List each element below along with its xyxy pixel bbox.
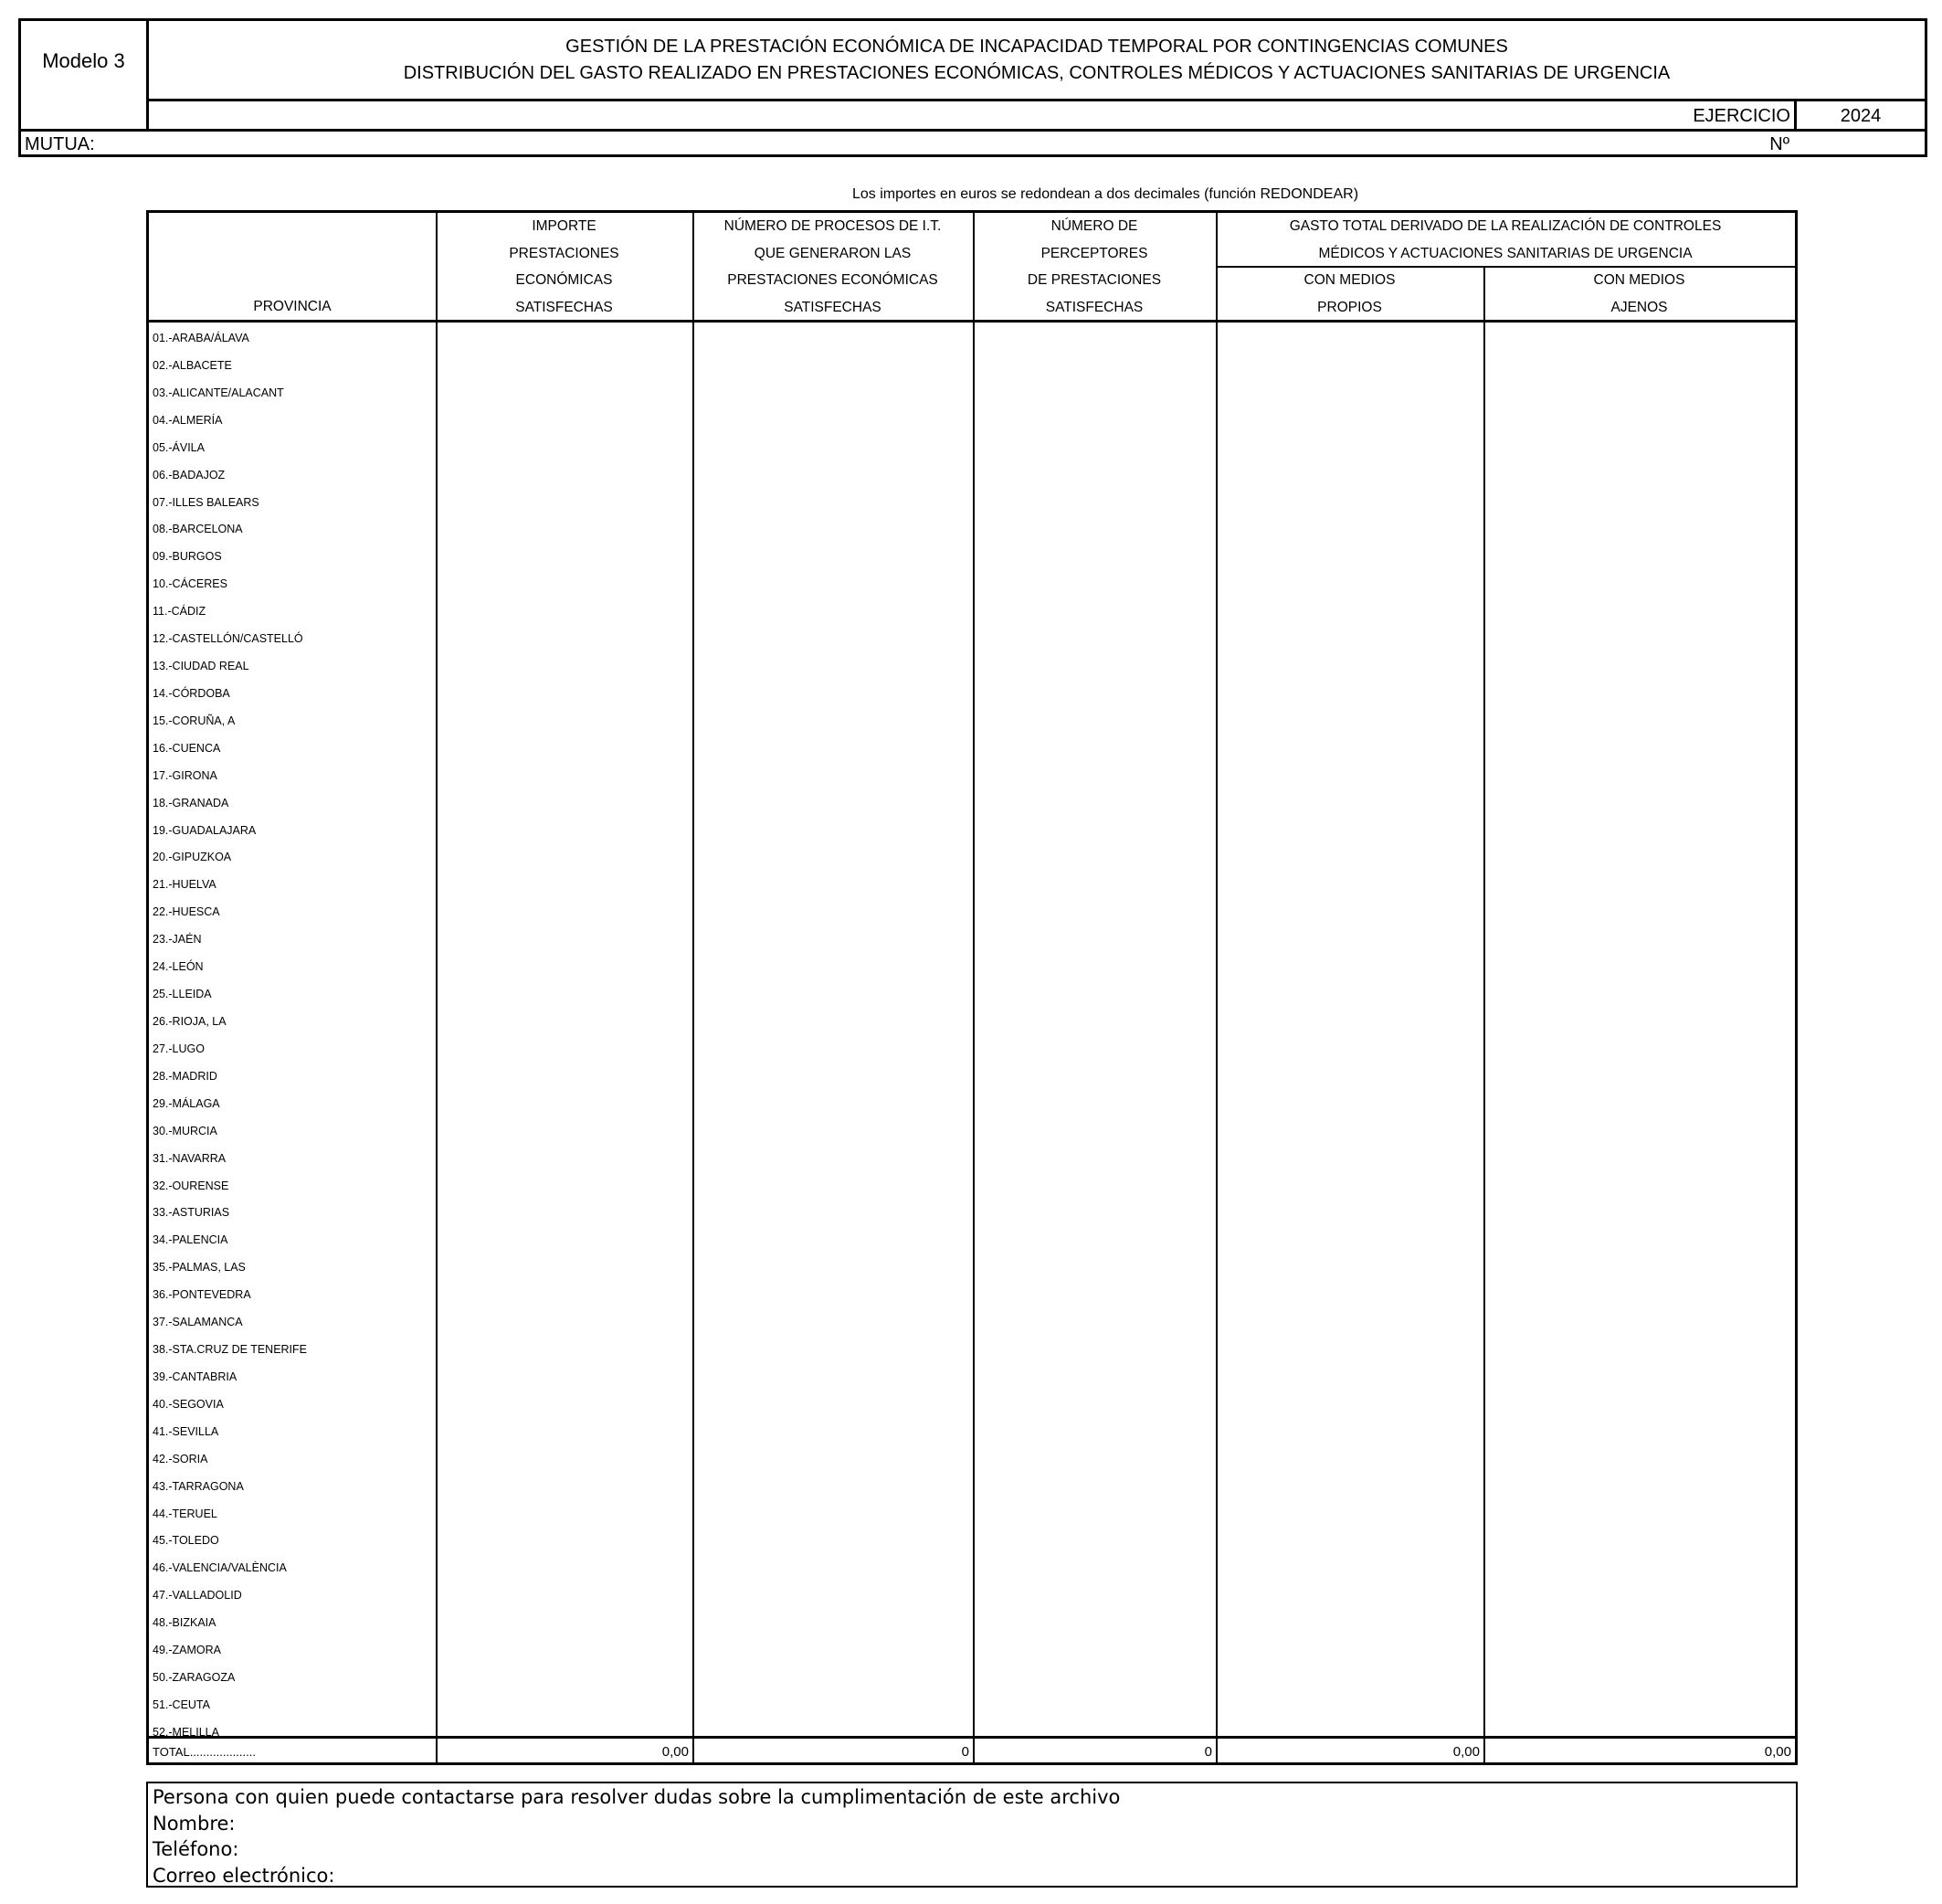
header-gasto <box>1216 213 1795 267</box>
header-importe-line: IMPORTE <box>532 218 596 234</box>
province-row: 47.-VALLADOLID <box>153 1589 242 1603</box>
mutua-row <box>21 129 1925 154</box>
header-propios-line: PROPIOS <box>1317 299 1382 315</box>
modelo-label: Modelo 3 <box>21 21 149 101</box>
province-row: 03.-ALICANTE/ALACANT <box>153 386 284 399</box>
col-sep-4 <box>1216 213 1218 1762</box>
form-header <box>18 18 1927 157</box>
header-gasto-line: GASTO TOTAL DERIVADO DE LA REALIZACIÓN DE CONTROLES <box>1289 218 1722 234</box>
province-row: 04.-ALMERÍA <box>153 413 223 427</box>
header-perceptores-line: SATISFECHAS <box>1045 299 1144 315</box>
province-row: 37.-SALAMANCA <box>153 1316 243 1329</box>
contact-box <box>146 1782 1798 1888</box>
form-title <box>149 21 1925 101</box>
province-row: 07.-ILLES BALEARS <box>153 495 259 509</box>
header-procesos-line: SATISFECHAS <box>784 299 881 315</box>
province-row: 18.-GRANADA <box>153 796 229 809</box>
province-row: 28.-MADRID <box>153 1069 217 1083</box>
province-row: 12.-CASTELLÓN/CASTELLÓ <box>153 632 303 646</box>
header-importe-line: PRESTACIONES <box>509 245 619 261</box>
province-row: 44.-TERUEL <box>153 1507 217 1520</box>
province-row: 13.-CIUDAD REAL <box>153 660 249 673</box>
province-row: 31.-NAVARRA <box>153 1151 227 1165</box>
province-row: 21.-HUELVA <box>153 878 216 892</box>
col-sep-1 <box>436 213 438 1762</box>
province-row: 17.-GIRONA <box>153 768 217 782</box>
province-row: 19.-GUADALAJARA <box>153 823 257 837</box>
header-perceptores-line: DE PRESTACIONES <box>1027 272 1162 288</box>
col-sep-2 <box>692 213 694 1762</box>
header-procesos <box>692 213 973 321</box>
province-row: 15.-CORUÑA, A <box>153 714 236 727</box>
province-row: 38.-STA.CRUZ DE TENERIFE <box>153 1343 308 1357</box>
ejercicio-value: 2024 <box>1840 106 1882 126</box>
total-propios[interactable]: 0,00 <box>1452 1744 1480 1760</box>
header-perceptores-line: PERCEPTORES <box>1040 245 1148 261</box>
total-procesos[interactable]: 0 <box>961 1744 969 1760</box>
province-row: 45.-TOLEDO <box>153 1534 219 1548</box>
province-row: 16.-CUENCA <box>153 741 221 755</box>
header-procesos-line: NÚMERO DE PROCESOS DE I.T. <box>723 218 942 234</box>
province-row: 35.-PALMAS, LAS <box>153 1261 246 1275</box>
province-row: 30.-MURCIA <box>153 1124 217 1137</box>
province-row: 23.-JAÉN <box>153 933 202 947</box>
province-row: 32.-OURENSE <box>153 1179 229 1192</box>
province-row: 49.-ZAMORA <box>153 1644 222 1657</box>
province-row: 48.-BIZKAIA <box>153 1616 216 1630</box>
header-procesos-line: QUE GENERARON LAS <box>754 245 912 261</box>
province-row: 46.-VALENCIA/VALÈNCIA <box>153 1561 287 1575</box>
province-row: 52.-MELILLA <box>153 1725 219 1739</box>
header-ajenos-line: CON MEDIOS <box>1593 272 1685 288</box>
header-importe-line: SATISFECHAS <box>515 299 613 315</box>
province-row: 25.-LLEIDA <box>153 988 212 1001</box>
title-line-1: GESTIÓN DE LA PRESTACIÓN ECONÓMICA DE INCAPACIDAD TEMPORAL POR CONTINGENCIAS COMUNES <box>565 36 1508 57</box>
province-row: 40.-SEGOVIA <box>153 1397 224 1411</box>
province-row: 34.-PALENCIA <box>153 1233 228 1247</box>
numero-label: Nº <box>1769 134 1789 154</box>
col-sep-3 <box>973 213 975 1762</box>
mutua-label: MUTUA: <box>25 134 95 154</box>
province-row: 01.-ARABA/ÁLAVA <box>153 332 249 344</box>
contact-correo: Correo electrónico: <box>153 1864 335 1887</box>
header-gasto-line: MÉDICOS Y ACTUACIONES SANITARIAS DE URGENCIA <box>1318 245 1693 261</box>
header-importe-line: ECONÓMICAS <box>515 272 613 288</box>
province-row: 10.-CÁCERES <box>153 577 227 591</box>
modelo-stub <box>21 101 149 129</box>
header-propios <box>1216 267 1483 321</box>
total-importe[interactable]: 0,00 <box>661 1744 689 1760</box>
total-perceptores[interactable]: 0 <box>1204 1744 1212 1760</box>
distribution-table <box>146 210 1798 1765</box>
rounding-note: Los importes en euros se redondean a dos decimales (función REDONDEAR) <box>851 186 1359 202</box>
province-row: 08.-BARCELONA <box>153 523 243 536</box>
total-label: TOTAL.................... <box>153 1745 256 1759</box>
province-row: 09.-BURGOS <box>153 550 222 564</box>
header-perceptores-line: NÚMERO DE <box>1050 218 1138 234</box>
header-importe <box>436 213 692 321</box>
contact-telefono: Teléfono: <box>153 1838 239 1860</box>
col-sep-5 <box>1483 266 1485 1762</box>
province-row: 22.-HUESCA <box>153 905 220 919</box>
province-row: 41.-SEVILLA <box>153 1424 219 1438</box>
province-row: 24.-LEÓN <box>153 960 204 974</box>
province-row: 06.-BADAJOZ <box>153 468 226 481</box>
header-provincia: PROVINCIA <box>253 299 332 314</box>
province-row: 11.-CÁDIZ <box>153 605 206 619</box>
province-row: 27.-LUGO <box>153 1042 205 1055</box>
contact-intro: Persona con quien puede contactarse para resolver dudas sobre la cumplimentación de este archivo <box>153 1786 1121 1808</box>
title-line-2: DISTRIBUCIÓN DEL GASTO REALIZADO EN PRESTACIONES ECONÓMICAS, CONTROLES MÉDICOS Y ACTUACIONES SANITARIAS DE URGENCIA <box>403 62 1671 83</box>
header-propios-line: CON MEDIOS <box>1303 272 1396 288</box>
province-row: 39.-CANTABRIA <box>153 1370 237 1383</box>
province-row: 36.-PONTEVEDRA <box>153 1288 251 1302</box>
province-row: 02.-ALBACETE <box>153 358 232 372</box>
province-row: 51.-CEUTA <box>153 1698 210 1711</box>
contact-nombre: Nombre: <box>153 1812 236 1835</box>
province-row: 50.-ZARAGOZA <box>153 1671 236 1685</box>
province-row: 33.-ASTURIAS <box>153 1206 230 1220</box>
ejercicio-row <box>149 101 1925 129</box>
province-row: 20.-GIPUZKOA <box>153 851 232 864</box>
header-perceptores <box>973 213 1216 321</box>
header-ajenos-line: AJENOS <box>1610 299 1668 315</box>
header-ajenos <box>1483 267 1795 321</box>
province-row: 05.-ÁVILA <box>153 440 205 454</box>
total-ajenos[interactable]: 0,00 <box>1764 1744 1791 1760</box>
province-row: 29.-MÁLAGA <box>153 1096 220 1110</box>
province-row: 42.-SORIA <box>153 1452 208 1465</box>
province-row: 26.-RIOJA, LA <box>153 1015 227 1028</box>
province-row: 14.-CÓRDOBA <box>153 686 230 700</box>
province-row: 43.-TARRAGONA <box>153 1479 244 1493</box>
header-procesos-line: PRESTACIONES ECONÓMICAS <box>727 272 938 288</box>
ejercicio-label: EJERCICIO <box>1431 101 1797 129</box>
